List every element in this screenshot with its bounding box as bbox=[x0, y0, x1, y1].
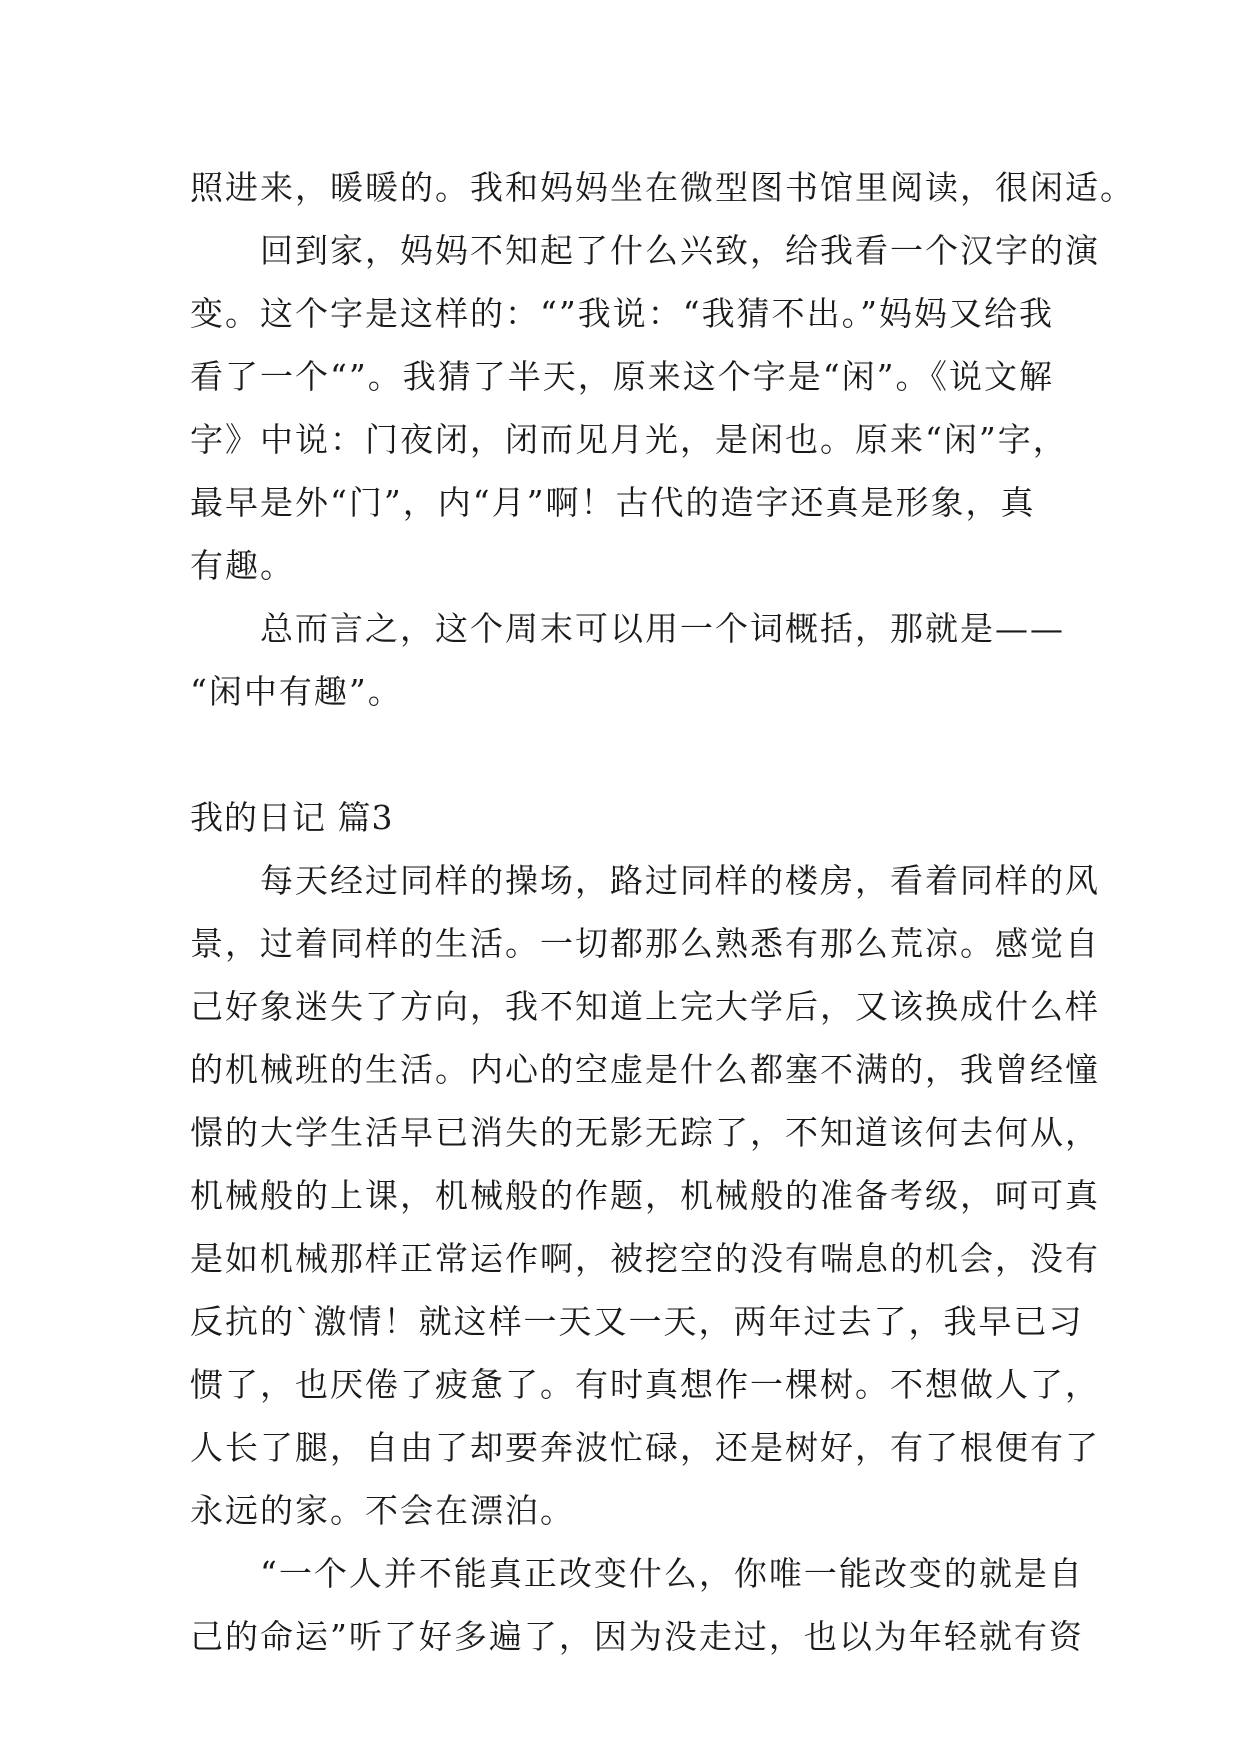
text-line: 惯了，也厌倦了疲惫了。有时真想作一棵树。不想做人了， bbox=[190, 1365, 1100, 1404]
text-line: 字》中说：门夜闭，闭而见月光，是闲也。原来“闲”字， bbox=[190, 420, 1068, 459]
text-line: 反抗的`激情！就这样一天又一天，两年过去了，我早已习 bbox=[190, 1302, 1084, 1341]
paragraph-han-character bbox=[190, 219, 1100, 597]
paragraph-summary bbox=[190, 597, 1065, 723]
text-line: 最早是外“门”，内“月”啊！古代的造字还真是形象，真 bbox=[190, 483, 1036, 522]
text-line: 照进来，暖暖的。我和妈妈坐在微型图书馆里阅读，很闲适。 bbox=[190, 168, 1135, 207]
text-line: “一个人并不能真正改变什么，你唯一能改变的就是自 bbox=[260, 1554, 1084, 1593]
text-line: 景，过着同样的生活。一切都那么熟悉有那么荒凉。感觉自 bbox=[190, 924, 1100, 963]
text-line: 的机械班的生活。内心的空虚是什么都塞不满的，我曾经憧 bbox=[190, 1050, 1100, 1089]
text-line: 憬的大学生活早已消失的无影无踪了，不知道该何去何从， bbox=[190, 1113, 1100, 1152]
text-line: 总而言之，这个周末可以用一个词概括，那就是—— bbox=[260, 609, 1065, 648]
paragraph-diary-3 bbox=[190, 849, 1100, 1542]
text-line: 有趣。 bbox=[190, 546, 295, 585]
text-line: 永远的家。不会在漂泊。 bbox=[190, 1491, 575, 1530]
text-line: 每天经过同样的操场，路过同样的楼房，看着同样的风 bbox=[260, 861, 1100, 900]
text-line: 回到家，妈妈不知起了什么兴致，给我看一个汉字的演 bbox=[260, 231, 1100, 270]
blank-line bbox=[190, 723, 1060, 786]
paragraph-continuation bbox=[190, 156, 1135, 219]
text-line: 人长了腿，自由了却要奔波忙碌，还是树好，有了根便有了 bbox=[190, 1428, 1100, 1467]
text-line: 机械般的上课，机械般的作题，机械般的准备考级，呵可真 bbox=[190, 1176, 1100, 1215]
document-page bbox=[190, 156, 1135, 1668]
section-heading: 我的日记 篇3 bbox=[190, 798, 394, 837]
text-line: 看了一个“”。我猜了半天，原来这个字是“闲”。《说文解 bbox=[190, 357, 1054, 396]
text-line: 变。这个字是这样的：“”我说：“我猜不出。”妈妈又给我 bbox=[190, 294, 1054, 333]
text-line: “闲中有趣”。 bbox=[190, 672, 403, 711]
text-line: 是如机械那样正常运作啊，被挖空的没有喘息的机会，没有 bbox=[190, 1239, 1100, 1278]
text-line: 己好象迷失了方向，我不知道上完大学后，又该换成什么样 bbox=[190, 987, 1100, 1026]
paragraph-quote bbox=[190, 1542, 1084, 1668]
text-line: 己的命运”听了好多遍了，因为没走过，也以为年轻就有资 bbox=[190, 1617, 1084, 1656]
